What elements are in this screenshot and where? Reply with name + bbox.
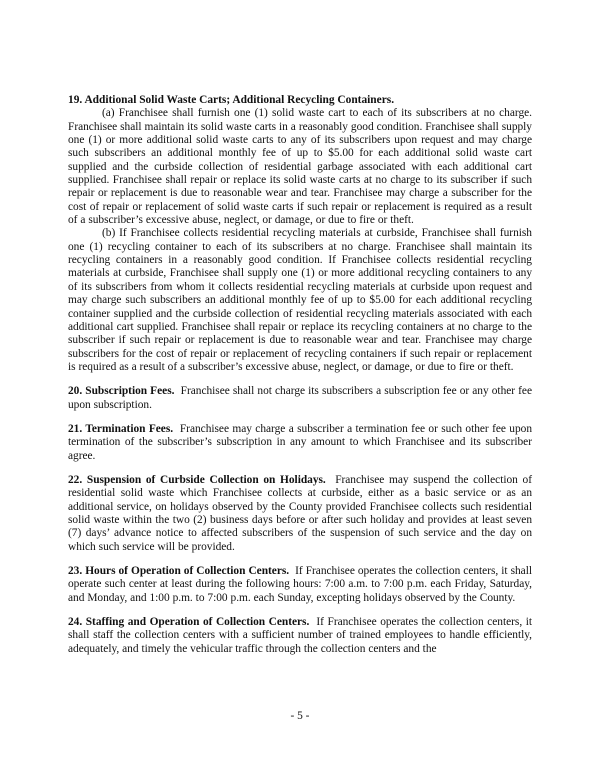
- section-22-paragraph: [68, 474, 532, 554]
- section-19-paragraph-b-text: (b) If Franchisee collects residential recycling materials at curbside, Franchisee shall furnish one (1) recycling container to each of its subscribers at no charge. Franchisee shall maintain its recycling containers in a reasonably good condition. If Franchisee collects residential recycling materials at curbside, Franchisee shall supply one (1) or more additional recycling containers to any of its subscribers from whom it collects residential recycling materials at curbside upon request and may charge such subscribers an additional monthly fee of up to $5.00 for each additional recycling container supplied and the curbside collection of residential recycling materials associated with each additional cart supplied. Franchisee shall repair or replace its recycling containers at no charge to the subscriber if such repair or replacement is due to reasonable wear and tear. Franchisee may charge subscribers for the cost of repair or replacement of recycling containers if such repair or replacement is required as a result of a subscriber’s excessive abuse, neglect, or damage, or due to fire or theft.: [68, 227, 532, 373]
- section-23-paragraph-text: If Franchisee operates the collection centers, it shall operate such center at least during the following hours: 7:00 a.m. to 7:00 p.m. each Friday, Saturday, and Monday, and 1:00 p.m. to 7:00 p.m. each Sunday, excepting holidays observed by the County.: [68, 565, 532, 604]
- section-24-paragraph-text: If Franchisee operates the collection centers, it shall staff the collection centers with a sufficient number of trained employees to handle efficiently, adequately, and timely the vehicular traffic through the collection centers and the: [68, 616, 532, 655]
- section-21: [68, 423, 532, 463]
- page-number: - 5 -: [290, 710, 310, 722]
- section-23-paragraph: [68, 565, 532, 605]
- section-20-heading: 20. Subscription Fees.: [68, 385, 175, 398]
- section-19: [68, 94, 532, 374]
- section-21-heading: 21. Termination Fees.: [68, 422, 174, 435]
- section-19-heading: 19. Additional Solid Waste Carts; Additional Recycling Containers.: [68, 94, 395, 106]
- section-19-paragraph-a: [68, 107, 532, 227]
- section-21-paragraph-text: Franchisee may charge a subscriber a termination fee or such other fee upon termination of the subscriber’s subscription in any amount to which Franchisee and its subscriber agree.: [68, 422, 533, 462]
- section-23-heading: 23. Hours of Operation of Collection Centers.: [68, 565, 290, 577]
- section-21-paragraph: [68, 423, 532, 463]
- section-22-paragraph-text: Franchisee may suspend the collection of residential solid waste which Franchisee collects at curbside, either as a basic service or as an additional service, on holidays observed by the County provided Franchisee collects such residential solid waste within the two (2) business days before or after such holiday and provides at least seven (7) days’ advance notice to affected subscribers of the suspension of such service and the day on which such service will be provided.: [68, 473, 532, 553]
- section-19-paragraph-a-text: (a) Franchisee shall furnish one (1) solid waste cart to each of its subscribers at no charge. Franchisee shall maintain its solid waste carts in a reasonably good condition. Franchisee shall supply one (1) or more additional solid waste carts to any of its subscribers upon request and may charge such subscribers an additional monthly fee of up to $5.00 for each additional solid waste cart supplied and the curbside collection of residential garbage associated with each additional cart supplied. Franchisee shall repair or replace its solid waste carts at no charge to its subscriber if such repair or replacement is due to reasonable wear and tear. Franchisee may charge a subscriber for the cost of repair or replacement of solid waste carts if such repair or replacement is required as a result of a subscriber’s excessive abuse, neglect, or damage, or due to fire or theft.: [68, 107, 532, 227]
- section-24-heading: 24. Staffing and Operation of Collection Centers.: [68, 616, 310, 629]
- section-20-paragraph-text: Franchisee shall not charge its subscribers a subscription fee or any other fee upon subscription.: [68, 385, 532, 411]
- heading-spacer: [326, 474, 335, 486]
- section-20-paragraph: [68, 385, 532, 412]
- heading-spacer: [173, 423, 180, 435]
- section-22: [68, 474, 532, 554]
- section-20: [68, 385, 532, 412]
- document-body: [68, 94, 532, 656]
- section-24: [68, 616, 532, 656]
- section-23: [68, 565, 532, 605]
- section-22-heading: 22. Suspension of Curbside Collection on Holidays.: [68, 473, 326, 486]
- section-19-paragraph-b: [68, 227, 532, 374]
- section-24-paragraph: [68, 616, 532, 656]
